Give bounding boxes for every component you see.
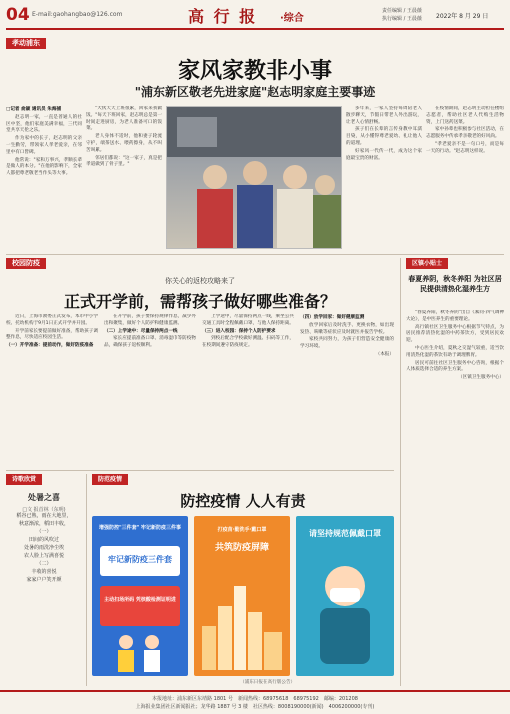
- poster-top-text: 打疫苗·勤洗手·戴口罩: [217, 527, 267, 533]
- paragraph: 多年来，一家人坚持每周陪老人散步聊天，节假日带老人外出游玩，让老人心情舒畅。: [346, 106, 422, 125]
- poem-author: □文 报首林（东明): [22, 507, 66, 513]
- family-column-1: [6, 106, 82, 249]
- section-tag-tips: 区镇小贴士: [406, 258, 448, 269]
- paragraph: 中心医生介绍，夏秋之交湿气较重，适当饮用清热化湿的茶饮有助于调理脾胃。: [406, 345, 504, 358]
- headline-epidemic: 防控疫情 人人有责: [180, 492, 306, 510]
- paragraph: 邻居们都说："这一家子，真是把孝道做到了骨子里。": [86, 155, 162, 168]
- issue-date: 2022年 8 月 29 日: [436, 13, 489, 20]
- header-email: E-mail:gaohangbao@126.com: [32, 11, 123, 18]
- headline-family: 家风家教非小事: [177, 58, 332, 84]
- paragraph: 家长应提前准备口罩、消毒湿巾等防疫物品，确保孩子返校顺利。: [104, 336, 196, 349]
- paragraph: "孝老爱亲不是一句口号，而是每一天的行动。"赵志明这样说。: [426, 141, 504, 154]
- paragraph: 上学途中，尽量保持两点一线，乘坐公共交通工具时全程佩戴口罩，与他人保持距离。: [202, 314, 294, 326]
- poem-line: 秋意渐浓，稻田丰收，: [18, 521, 69, 527]
- family-photo-illustration: [167, 107, 342, 249]
- subheading: （一）开学准备：提前动作，做好防疫准备: [6, 343, 94, 349]
- school-column-3: [202, 314, 294, 464]
- poster-top-text: 增强防控"三件套" 牢记新防疫三件事: [99, 525, 181, 531]
- subheading: （二）上学途中：尽量保持两点一线: [104, 328, 178, 334]
- family-photo: [166, 106, 342, 249]
- page-number: 04: [6, 5, 30, 25]
- paragraph: 居民可前往社区卫生服务中心咨询，根据个人体质选择合适的养生方案。: [406, 360, 504, 373]
- header-rule: [6, 28, 504, 30]
- poster-main-text: 牢记新防疫三件套: [108, 555, 172, 564]
- poem-body: [8, 512, 80, 584]
- section-tag-family: 孝动浦东: [6, 38, 46, 49]
- family-column-2: [86, 106, 162, 249]
- masthead: 高 行 报: [188, 7, 258, 26]
- poem-title: 处暑之喜: [28, 493, 60, 502]
- paragraph: 孩子们在长辈的言传身教中耳濡目染，从小懂得尊老爱幼、礼让他人的道理。: [346, 127, 422, 146]
- paragraph: 在疫情期间，赵志明主动担任楼组志愿者，帮助社区老人代购生活物资，上门送药送菜。: [426, 106, 504, 125]
- section-divider: [6, 470, 394, 471]
- poem-line: 丰收的喜悦: [31, 569, 57, 575]
- paragraph: 好家风一代传一代，成为这个家庭最宝贵的财富。: [346, 148, 422, 161]
- poster-mask: [296, 516, 394, 676]
- paragraph: 放学回家后及时洗手、更换衣物，如出现发热、咳嗽等症状应及时就医并报告学校。: [300, 322, 394, 335]
- editor-line-2: 执行编辑 / 王晨薇: [382, 16, 422, 22]
- people-illustration-icon: [112, 632, 168, 672]
- paragraph: 高行镇社区卫生服务中心根据节气特点，为居民推荐清热化湿的中药茶饮方，受到居民欢迎。: [406, 324, 504, 344]
- section-tag-poem: 诗歌欣赏: [6, 474, 42, 485]
- paragraph: 到校后配合学校做好测温、扫码等工作，在校期间遵守防疫规定。: [202, 336, 294, 349]
- poem-line: 农人脸上写满喜悦: [23, 553, 64, 559]
- section-name: ·综合: [280, 13, 304, 24]
- subheading: （三）进入校园：保持个人防护要求: [202, 328, 276, 334]
- editor-line-1: 责任编辑 / 王晨薇: [382, 8, 422, 14]
- signoff: （本报）: [375, 351, 394, 357]
- paragraph: 老人身体不适时，他和妻子轮流守护，端茶送水、喂药擦身，从不叫苦叫累。: [86, 134, 162, 153]
- family-column-3: [346, 106, 422, 249]
- city-skyline-icon: [202, 576, 282, 670]
- paragraph: 赵志明一家，一直是普通人的社区中坚，他们家庭美满幸福，三代同堂共享天伦之乐。: [6, 114, 82, 134]
- paragraph: 在开学前，孩子要保持规律作息，减少外出和聚集，做好个人防护和健康监测。: [104, 314, 196, 326]
- tips-column: [406, 310, 504, 680]
- poem-line: 稻谷已熟，雨在大地里，: [16, 513, 72, 519]
- paragraph: 近日，上海市教委正式发布，本市中小学校、托幼机构于9月1日正式开学并开园。: [6, 314, 98, 326]
- poem-line: （一）: [36, 529, 52, 535]
- poem-line: 处暑的雨洗净尘埃: [23, 545, 64, 551]
- poster-bottom-text: 主动扫场所码 凭核酸检测证明进: [104, 597, 176, 603]
- poem-line: 家家户户笑开颜: [26, 577, 62, 583]
- poem-box: [6, 488, 82, 684]
- family-column-4: [426, 106, 504, 249]
- paragraph: 开学前家长要提前做好准备，帮助孩子调整作息，尽快适应校园生活。: [6, 328, 98, 341]
- signoff: （区镇卫生服务中心）: [458, 375, 504, 381]
- byline: □记者 俞颖 通讯员 朱海捕: [6, 107, 62, 112]
- editor-credits: [382, 7, 422, 23]
- headline-school: 正式开学前，需帮孩子做好哪些准备？: [63, 292, 336, 311]
- footer-line-1: 本报地址：浦东新区东靖路 1801 号 新闻热线：68975618 68975192 邮编：201208: [152, 696, 358, 702]
- poster-main-text: 共筑防疫屏障: [214, 543, 269, 553]
- subheading: （四）放学回家：做好健康监测: [300, 315, 365, 320]
- school-kicker: 你关心的返校攻略来了: [165, 277, 235, 285]
- subheadline-family: "浦东新区敬老先进家庭"赵志明家庭主要事迹: [134, 85, 376, 99]
- section-tag-epidemic: 防范疫情: [92, 474, 128, 485]
- poster-panel: [100, 586, 180, 626]
- column-divider: [400, 258, 401, 686]
- poster-three-items: [92, 516, 188, 676]
- footer-line-2: 上海报业集团社区新闻报社；龙华路 1887 号 3 楼 社区热线：8008190000(新闻) 4006200000(专刊): [135, 704, 375, 710]
- section-divider: [6, 254, 504, 255]
- poem-line: 田间的风吹过: [28, 537, 59, 543]
- mask-illustration-icon: [310, 560, 380, 664]
- paragraph: 他常说："家和万事兴，孝顺长辈是做人的本分。"在他的影响下，全家人都把尊老敬老当作头等大事。: [6, 157, 82, 177]
- school-column-2: [104, 314, 196, 464]
- school-column-4: [300, 314, 394, 464]
- section-tag-school: 校园防疫: [6, 258, 46, 269]
- paragraph: "大伙天天上班很累，回家来我做饭。"每天下班回家，赵志明总是第一时间走进厨房，为老人准备可口的饭菜。: [86, 106, 162, 132]
- poster-main-text: 请坚持规范佩戴口罩: [309, 529, 381, 538]
- paragraph: 家中孙辈也积极参与社区活动，在志愿服务中传承孝亲敬老的好风尚。: [426, 127, 504, 140]
- poem-line: （二）: [36, 561, 52, 567]
- paragraph: 家校共同努力，为孩子们营造安全健康的学习环境。: [300, 337, 394, 350]
- column-divider: [86, 474, 87, 686]
- page-footer: [0, 690, 510, 714]
- tips-headline: 春夏养阴，秋冬养阳 为社区居民提供清热化湿养生方: [408, 275, 502, 293]
- poster-caption: （浦东日报在高行版公告）: [240, 680, 296, 685]
- paragraph: "春夏养阳，秋冬养阴"出自《素问·四气调神大论》，是中医养生的重要理论。: [406, 310, 504, 322]
- paragraph: 作为家中的长子，赵志明的父亲一生勤劳，带领家人孝老爱亲，在邻里中有口皆碑。: [6, 136, 82, 155]
- poster-vaccine: [194, 516, 290, 676]
- school-column-1: [6, 314, 98, 464]
